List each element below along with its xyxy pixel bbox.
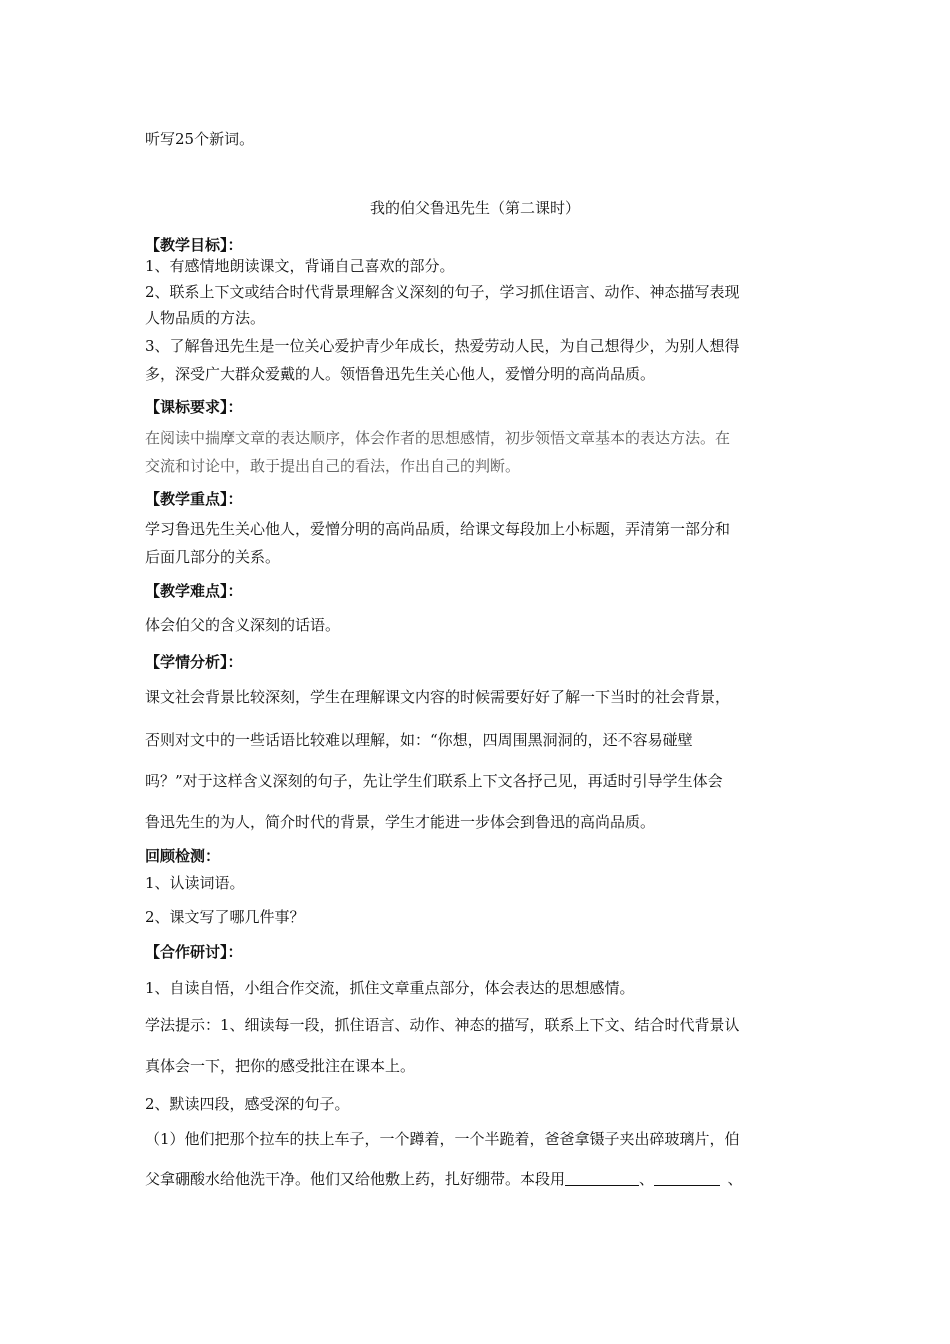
standards-line: 交流和讨论中，敢于提出自己的看法，作出自己的判断。	[145, 457, 521, 475]
separator: 、	[639, 1170, 655, 1188]
cooperation-line: 学法提示：1、细读每一段，抓住语言、动作、神态的描写，联系上下文、结合时代背景认	[145, 1016, 740, 1034]
standards-line: 在阅读中揣摩文章的表达顺序，体会作者的思想感情，初步领悟文章基本的表达方法。在	[145, 429, 731, 447]
fill-blank-2[interactable]	[654, 1171, 720, 1186]
cooperation-line: 1、自读自悟，小组合作交流，抓住文章重点部分，体会表达的思想感情。	[145, 979, 635, 997]
objective-item: 1、有感情地朗读课文，背诵自己喜欢的部分。	[145, 257, 455, 275]
intro-line: 听写25个新词。	[145, 130, 255, 148]
cooperation-line: 真体会一下，把你的感受批注在课本上。	[145, 1057, 416, 1075]
cooperation-line: （1）他们把那个拉车的扶上车子，一个蹲着，一个半跪着，爸爸拿镊子夹出碎玻璃片，伯	[145, 1130, 740, 1148]
analysis-line: 吗？”对于这样含义深刻的句子，先让学生们联系上下文各抒己见，再适时引导学生体会	[145, 772, 723, 790]
objective-item: 多，深受广大群众爱戴的人。领悟鲁迅先生关心他人，爱憎分明的高尚品质。	[145, 365, 656, 383]
cooperation-line: 2、默读四段，感受深的句子。	[145, 1095, 350, 1113]
analysis-line: 否则对文中的一些话语比较难以理解，如：“你想，四周围黑洞洞的，还不容易碰壁	[145, 731, 693, 749]
analysis-heading: 【学情分析】：	[145, 653, 243, 671]
page-title: 我的伯父鲁迅先生（第二课时）	[369, 199, 580, 217]
objective-item: 2、联系上下文或结合时代背景理解含义深刻的句子，学习抓住语言、动作、神态描写表现	[145, 283, 740, 301]
key-points-heading: 【教学重点】：	[145, 490, 243, 508]
key-points-line: 学习鲁迅先生关心他人，爱憎分明的高尚品质，给课文每段加上小标题，弄清第一部分和	[145, 520, 731, 538]
objectives-heading: 【教学目标】：	[145, 236, 243, 254]
review-item: 1、认读词语。	[145, 874, 245, 892]
key-points-line: 后面几部分的关系。	[145, 548, 281, 566]
analysis-line: 课文社会背景比较深刻，学生在理解课文内容的时候需要好好了解一下当时的社会背景，	[145, 688, 731, 706]
analysis-line: 鲁迅先生的为人，简介时代的背景，学生才能进一步体会到鲁迅的高尚品质。	[145, 813, 656, 831]
review-heading: 回顾检测：	[145, 847, 221, 865]
standards-heading: 【课标要求】：	[145, 398, 243, 416]
difficulties-line: 体会伯父的含义深刻的话语。	[145, 616, 341, 634]
separator: 、	[727, 1170, 743, 1188]
objective-item: 3、了解鲁迅先生是一位关心爱护青少年成长，热爱劳动人民，为自己想得少，为别人想得	[145, 337, 740, 355]
cooperation-last-line	[145, 1168, 743, 1190]
objective-item: 人物品质的方法。	[145, 309, 266, 327]
difficulties-heading: 【教学难点】：	[145, 582, 243, 600]
cooperation-line: 父拿硼酸水给他洗干净。他们又给他敷上药，扎好绷带。本段用	[145, 1170, 566, 1188]
review-item: 2、课文写了哪几件事？	[145, 908, 305, 926]
cooperation-heading: 【合作研讨】：	[145, 943, 243, 961]
fill-blank-1[interactable]	[565, 1171, 639, 1186]
